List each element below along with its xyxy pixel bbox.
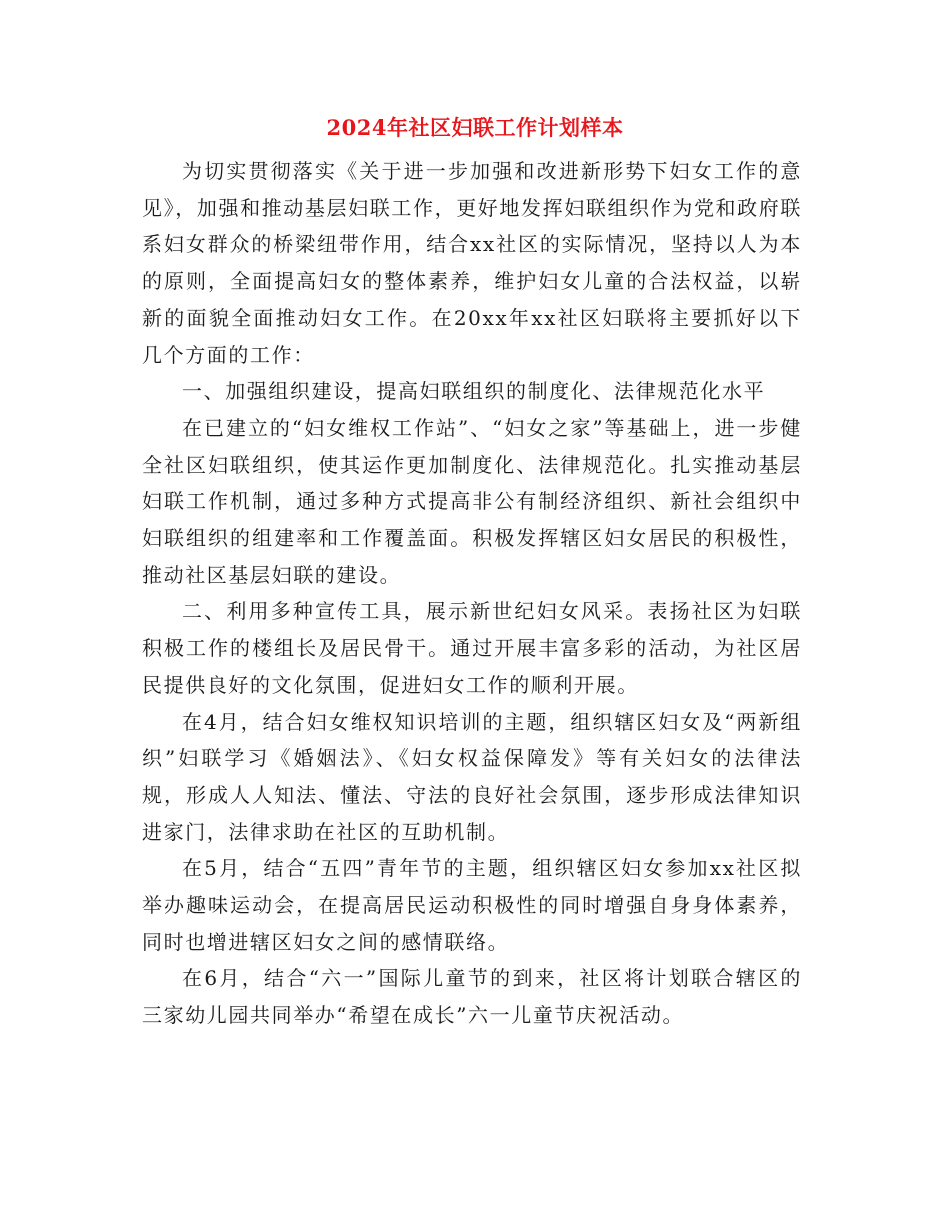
paragraph-intro: 为切实贯彻落实《关于进一步加强和改进新形势下妇女工作的意见》，加强和推动基层妇联工作，更好地发挥妇联组织作为党和政府联系妇女群众的桥梁纽带作用，结合xx社区的实际情况，坚持以人为本的原则，全面提高妇女的整体素养，维护妇女儿童的合法权益，以崭新的面貌全面推动妇女工作。在20xx年xx社区妇联将主要抓好以下几个方面的工作： bbox=[142, 159, 802, 367]
document-body bbox=[142, 153, 802, 1034]
paragraph-organization: 在已建立的“妇女维权工作站”、“妇女之家”等基础上，进一步健全社区妇联组织，使其运作更加制度化、法律规范化。扎实推动基层妇联工作机制，通过多种方式提高非公有制经济组织、新社会组织中妇联组织的组建率和工作覆盖面。积极发挥辖区妇女居民的积极性，推动社区基层妇联的建设。 bbox=[142, 415, 802, 587]
paragraph-section-two-heading: 二、利用多种宣传工具，展示新世纪妇女风采。表扬社区为妇联积极工作的楼组长及居民骨干。通过开展丰富多彩的活动，为社区居民提供良好的文化氛围，促进妇女工作的顺利开展。 bbox=[142, 599, 802, 697]
document-title: 2024年社区妇联工作计划样本 bbox=[326, 115, 624, 140]
paragraph-june: 在6月，结合“六一”国际儿童节的到来，社区将计划联合辖区的三家幼儿园共同举办“希望在成长”六一儿童节庆祝活动。 bbox=[142, 966, 802, 1028]
paragraph-may: 在5月，结合“五四”青年节的主题，组织辖区妇女参加xx社区拟举办趣味运动会，在提高居民运动积极性的同时增强自身身体素养，同时也增进辖区妇女之间的感情联络。 bbox=[142, 856, 802, 954]
paragraph-april: 在4月，结合妇女维权知识培训的主题，组织辖区妇女及“两新组织”妇联学习《婚姻法》、《妇女权益保障发》等有关妇女的法律法规，形成人人知法、懂法、守法的良好社会氛围，逐步形成法律知识进家门，法律求助在社区的互助机制。 bbox=[142, 709, 802, 844]
paragraph-section-one-heading: 一、加强组织建设，提高妇联组织的制度化、法律规范化水平 bbox=[182, 379, 766, 404]
